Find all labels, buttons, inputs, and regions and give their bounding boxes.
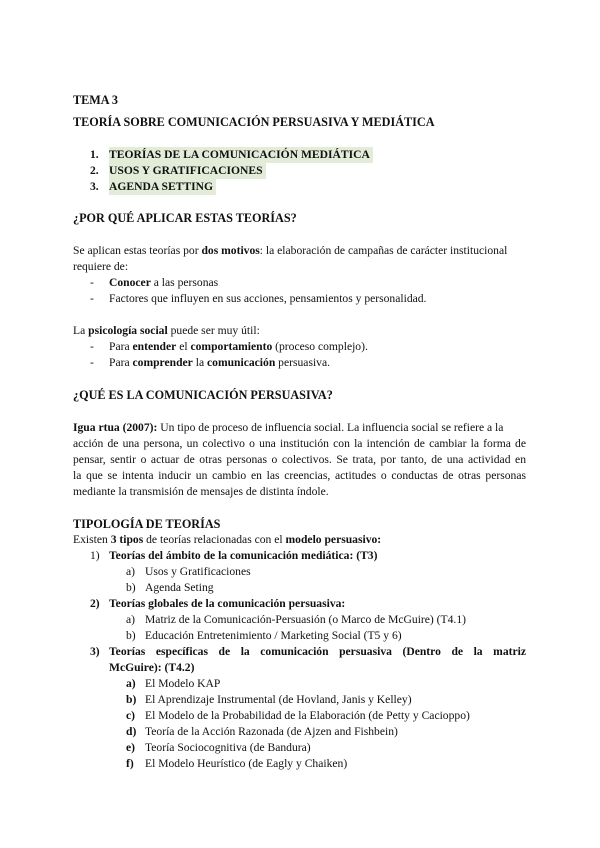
text-run: la xyxy=(192,356,207,369)
bold-run: comprender xyxy=(132,356,193,369)
bold-run: 3 tipos xyxy=(110,533,144,546)
list-letter: e) xyxy=(126,741,136,754)
toc-number: 1. xyxy=(90,148,99,161)
bold-run: modelo persuasivo: xyxy=(285,533,382,546)
bullet-factores: Factores que influyen en sus acciones, pensamientos y personalidad. xyxy=(109,292,427,305)
text-run: La xyxy=(73,324,89,337)
list-item: Teoría Sociocognitiva (de Bandura) xyxy=(145,741,311,754)
bullet-dash: - xyxy=(90,292,94,305)
list-item: Matriz de la Comunicación-Persuasión (o Marco de McGuire) (T4.1) xyxy=(145,613,466,626)
group-number: 1) xyxy=(90,549,100,562)
text-run: persuasiva. xyxy=(275,356,331,369)
bold-run: entender xyxy=(132,340,177,353)
list-item: El Modelo KAP xyxy=(145,677,221,690)
list-item: Agenda Seting xyxy=(145,581,214,594)
list-item: El Modelo de la Probabilidad de la Elaboración (de Petty y Cacioppo) xyxy=(145,709,470,722)
bullet-dash: - xyxy=(90,340,94,353)
toc-item-agenda-setting: AGENDA SETTING xyxy=(109,179,216,195)
group-title-especificas: Teorías específicas de la comunicación persuasiva (Dentro de la matriz xyxy=(109,645,526,658)
bullet-comprender xyxy=(109,355,330,371)
text-run: Existen xyxy=(73,533,111,546)
list-letter: a) xyxy=(126,677,136,690)
list-letter: b) xyxy=(126,693,137,706)
list-letter: a) xyxy=(126,565,136,578)
toc-number: 2. xyxy=(90,164,99,177)
paragraph-motivos-line2: requiere de: xyxy=(73,260,129,273)
toc-number: 3. xyxy=(90,180,99,193)
bold-run: comportamiento xyxy=(190,340,273,353)
list-letter: d) xyxy=(126,725,137,738)
list-item: El Modelo Heurístico (de Eagly y Chaiken) xyxy=(145,757,348,770)
list-letter: c) xyxy=(126,709,136,722)
text-run: : la elaboración de campañas de carácter institucional xyxy=(259,244,508,257)
typology-intro xyxy=(73,532,381,548)
definition-line-1 xyxy=(73,420,526,436)
list-letter: f) xyxy=(126,757,134,770)
list-item: Educación Entretenimiento / Marketing Social (T5 y 6) xyxy=(145,629,402,642)
text-run: puede ser muy útil: xyxy=(167,324,260,337)
text-run: de teorías relacionadas con el xyxy=(143,533,286,546)
group-title-globales: Teorías globales de la comunicación persuasiva: xyxy=(109,597,346,610)
text-run: (proceso complejo). xyxy=(272,340,368,353)
paragraph-psicologia xyxy=(73,323,260,339)
toc-item-usos-gratificaciones: USOS Y GRATIFICACIONES xyxy=(109,163,266,179)
list-item: Usos y Gratificaciones xyxy=(145,565,251,578)
definition-line-5: mediante la transmisión de mensajes de distinta índole. xyxy=(73,485,329,498)
group-title-especificas-line2: McGuire): (T4.2) xyxy=(109,661,195,674)
bold-run: comunicación xyxy=(207,356,276,369)
bold-run: psicología social xyxy=(88,324,168,337)
toc-item-comunicacion-mediatica: TEORÍAS DE LA COMUNICACIÓN MEDIÁTICA xyxy=(109,147,373,163)
list-letter: b) xyxy=(126,581,136,594)
bullet-dash: - xyxy=(90,276,94,289)
document-title: TEORÍA SOBRE COMUNICACIÓN PERSUASIVA Y MEDIÁTICA xyxy=(73,115,435,129)
bullet-dash: - xyxy=(90,356,94,369)
text-run: Se aplican estas teorías por xyxy=(73,244,202,257)
definition-line-4: la que se intenta inducir un cambio en las creencias, actitudes o conductas de otras personas xyxy=(73,469,526,482)
section-heading-what: ¿QUÉ ES LA COMUNICACIÓN PERSUASIVA? xyxy=(73,388,333,402)
definition-line-3: pensar, sentir o actuar de otras personas o colectivos. Se trata, por tanto, de una actividad en xyxy=(73,453,526,466)
bold-run: Conocer xyxy=(109,276,151,289)
text-run: el xyxy=(176,340,191,353)
bullet-entender xyxy=(109,339,368,355)
tema-label: TEMA 3 xyxy=(73,93,119,107)
text-run: Un tipo de proceso de influencia social. La influencia social se refiere a la xyxy=(157,421,504,434)
text-run: Para xyxy=(109,356,133,369)
group-number: 3) xyxy=(90,645,100,658)
group-number: 2) xyxy=(90,597,100,610)
bold-run: dos motivos xyxy=(201,244,260,257)
text-run: a las personas xyxy=(150,276,219,289)
bullet-conocer xyxy=(109,275,218,291)
text-run: Para xyxy=(109,340,133,353)
list-letter: a) xyxy=(126,613,136,626)
section-heading-why: ¿POR QUÉ APLICAR ESTAS TEORÍAS? xyxy=(73,211,297,225)
group-title-mediatica: Teorías del ámbito de la comunicación mediática: (T3) xyxy=(109,549,378,562)
list-item: Teoría de la Acción Razonada (de Ajzen and Fishbein) xyxy=(145,725,398,738)
paragraph-motivos xyxy=(73,243,507,259)
definition-line-2: acción de una persona, un colectivo o una institución con la intención de cambiar la forma de xyxy=(73,437,526,450)
list-item: El Aprendizaje Instrumental (de Hovland, Janis y Kelley) xyxy=(145,693,412,706)
section-heading-typology: TIPOLOGÍA DE TEORÍAS xyxy=(73,517,221,531)
list-letter: b) xyxy=(126,629,136,642)
author-citation: Igua rtua (2007): xyxy=(73,421,158,434)
